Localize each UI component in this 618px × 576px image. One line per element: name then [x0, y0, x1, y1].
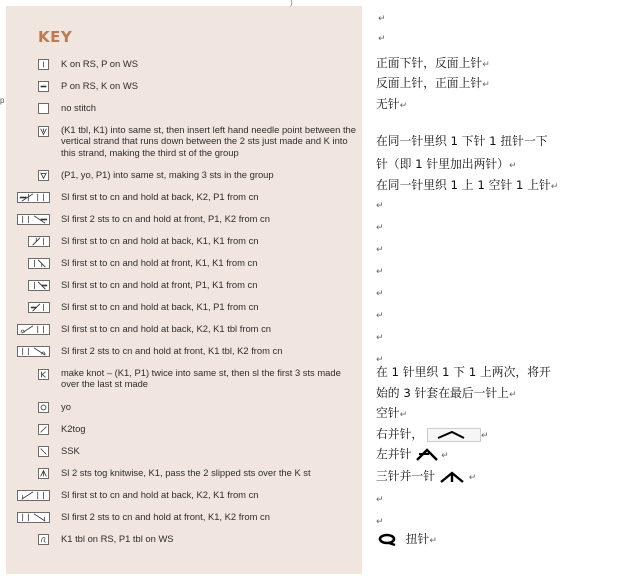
zh-translation: 在同一针里织 1 上 1 空针 1 上针↵: [376, 178, 559, 192]
cable-k2-k1tbl-back-icon: [17, 324, 50, 335]
key-description: make knot – (K1, P1) twice into same st, then sl the first 3 sts made over the last st made: [61, 367, 341, 390]
key-title: KEY: [38, 28, 73, 46]
dash-icon: [38, 81, 49, 92]
zh-translation: 右并针， ↵: [376, 427, 489, 441]
cable-k2-k1-back-icon: [17, 490, 50, 501]
zh-translation: ↵: [376, 495, 384, 505]
key-description: Sl first st to cn and hold at front, K1, K1 from cn: [61, 257, 258, 268]
key-description: Sl first st to cn and hold at back, K2, P1 from cn: [61, 191, 259, 202]
key-description: Sl first 2 sts to cn and hold at front, P1, K2 from cn: [61, 213, 270, 224]
zh-translation: 始的 3 针套在最后一针上↵: [376, 386, 517, 400]
key-description: Sl first st to cn and hold at back, K2, K1 tbl from cn: [61, 323, 271, 334]
cable-k1-k1-back-icon: [28, 236, 50, 247]
k2tog-icon: [38, 424, 49, 435]
cable-k1-p1-back-icon: [28, 302, 50, 313]
blank-line: ↵: [378, 14, 386, 24]
zh-translation: ↵: [376, 223, 384, 233]
key-description: no stitch: [61, 102, 96, 113]
make-knot-icon: [38, 369, 49, 380]
k2tog-chart-icon: [427, 428, 481, 442]
cable-p1-k2-front-icon: [17, 214, 50, 225]
edge-mark: p: [0, 96, 5, 105]
zh-translation: 在同一针里织 1 下针 1 扭针一下: [376, 134, 548, 148]
key-description: yo: [61, 401, 71, 412]
key-description: (K1 tbl, K1) into same st, then insert left hand needle point between the vertical strand that runs down between the 2 sts just made and K into this strand, making the third st of the group: [61, 124, 356, 158]
key-description: Sl first 2 sts to cn and hold at front, K1, K2 from cn: [61, 511, 270, 522]
cable-k1tbl-k2-front-icon: [17, 346, 50, 357]
k1tbl-chart-icon: [376, 533, 402, 547]
zh-translation: 无针↵: [376, 97, 408, 111]
zh-translation: ↵: [376, 245, 384, 255]
top-mark: ): [290, 0, 293, 7]
zh-translation: 三针并一针 ↵: [376, 469, 477, 483]
blank-line: ↵: [378, 34, 386, 44]
key-description: (P1, yo, P1) into same st, making 3 sts in the group: [61, 169, 274, 180]
cable-k1-k1-front-icon: [28, 258, 50, 269]
zh-translation: 空针↵: [376, 406, 408, 420]
key-description: Sl 2 sts tog knitwise, K1, pass the 2 slipped sts over the K st: [61, 467, 311, 478]
zh-translation: 扭针↵: [376, 530, 437, 547]
zh-translation: 正面下针，反面上针↵: [376, 56, 490, 70]
ssk-chart-icon: [415, 448, 441, 462]
zh-translation: ↵: [376, 267, 384, 277]
key-description: Sl first st to cn and hold at back, K1, P1 from cn: [61, 301, 259, 312]
key-description: K2tog: [61, 423, 86, 434]
yo-circle-icon: [38, 402, 49, 413]
blank-icon: [38, 103, 49, 114]
sl2-k1-psso-icon: [38, 468, 49, 479]
key-description: K1 tbl on RS, P1 tbl on WS: [61, 533, 174, 544]
cable-k1-k2-front-icon: [17, 512, 50, 523]
key-description: Sl first st to cn and hold at back, K2, K1 from cn: [61, 489, 259, 500]
v-dash-icon: [38, 170, 49, 181]
key-description: K on RS, P on WS: [61, 58, 138, 69]
box-bar-icon: [38, 59, 49, 70]
zh-translation: ↵: [376, 517, 384, 527]
zh-translation: ↵: [376, 201, 384, 211]
zh-translation: 在 1 针里织 1 下 1 上两次，将开: [376, 365, 551, 379]
cable-k2-p1-back-icon: [17, 192, 50, 203]
key-description: Sl first st to cn and hold at front, P1, K1 from cn: [61, 279, 258, 290]
zh-translation: ↵: [376, 333, 384, 343]
zh-translation: ↵: [376, 355, 384, 365]
key-description: Sl first st to cn and hold at back, K1, K1 from cn: [61, 235, 259, 246]
key-description: SSK: [61, 445, 80, 456]
zh-translation: ↵: [376, 289, 384, 299]
sl2-k1-psso-chart-icon: [439, 470, 469, 484]
cable-p1-k1-front-icon: [28, 280, 50, 291]
ssk-icon: [38, 446, 49, 457]
zh-translation: 反面上针，正面上针↵: [376, 76, 490, 90]
v-bar-icon: [38, 126, 49, 137]
zh-translation: ↵: [376, 311, 384, 321]
zh-translation: 针（即 1 针里加出两针）↵: [376, 157, 517, 171]
key-description: P on RS, K on WS: [61, 80, 138, 91]
k1tbl-icon: [38, 534, 49, 545]
key-description: Sl first 2 sts to cn and hold at front, K1 tbl, K2 from cn: [61, 345, 283, 356]
zh-translation: 左并针 ↵: [376, 447, 449, 461]
